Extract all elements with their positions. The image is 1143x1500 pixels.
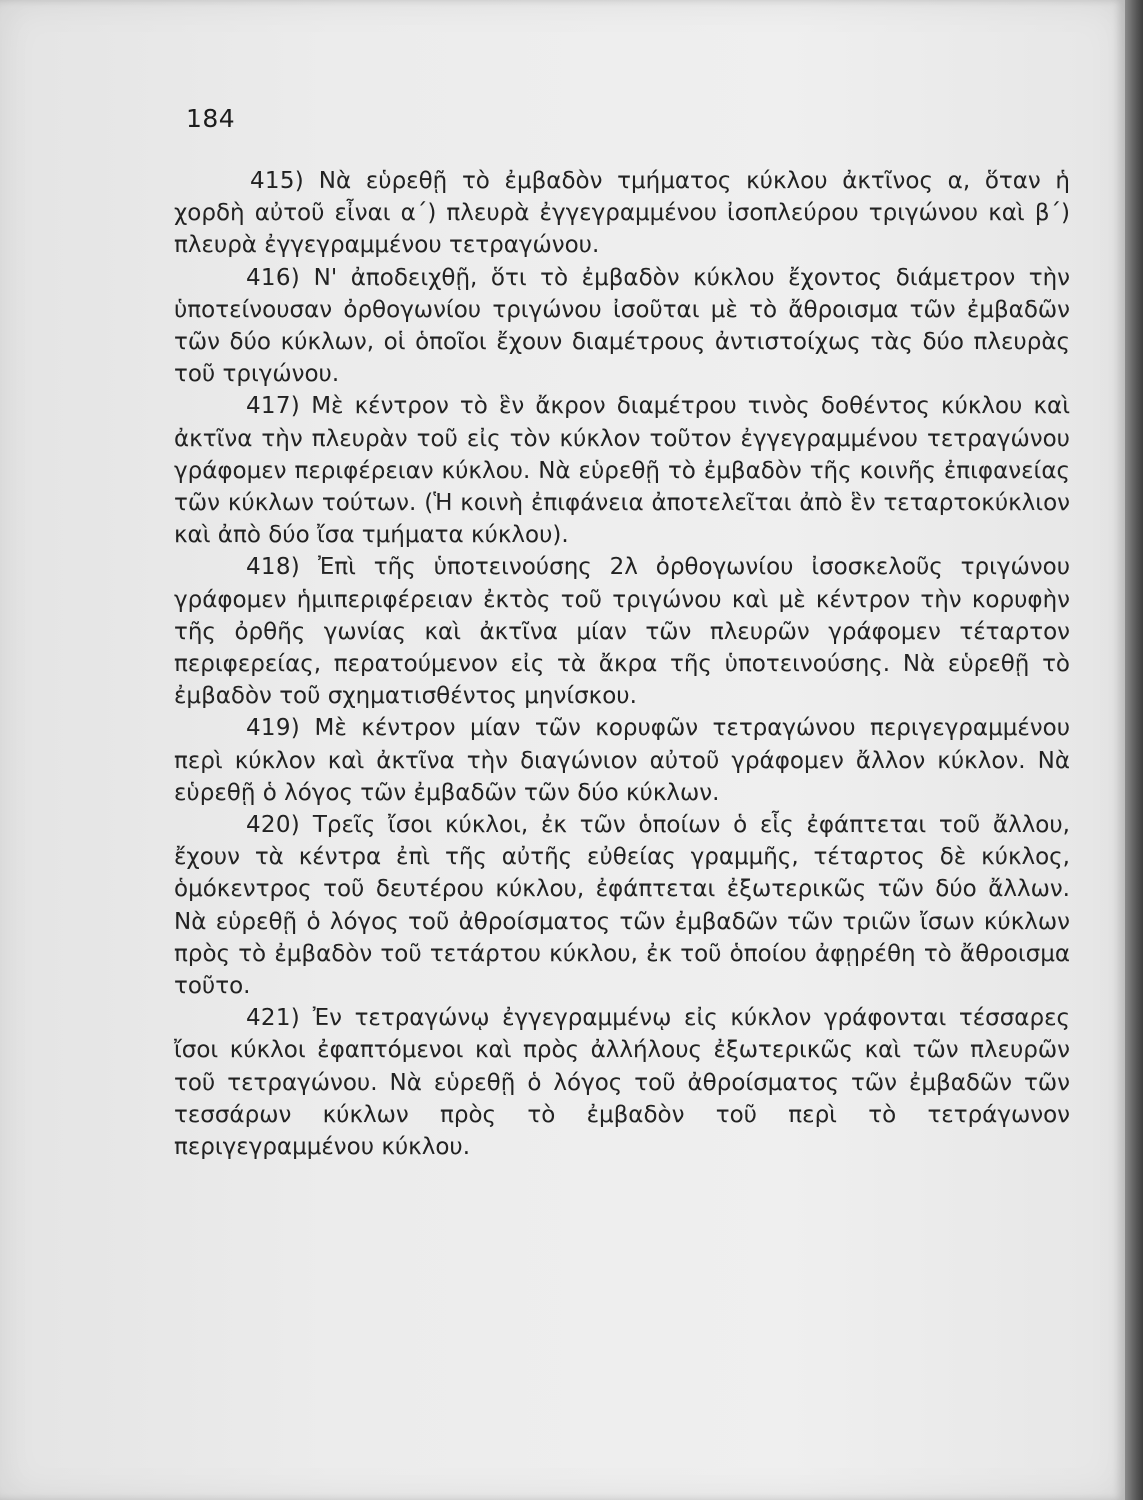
problem-paragraph bbox=[174, 712, 1070, 809]
problem-419 bbox=[174, 712, 1070, 809]
problem-text: Μὲ κέντρον τὸ ἓν ἄκρον διαμέτρου τινὸς δοθέντος κύκλου καὶ ἀκτῖνα τὴν πλευρὰν τοῦ εἰς τὸν κύκλον τοῦτον ἐγγεγραμμένου τετραγώνου γράφομεν περιφέρειαν κύκλου. Νὰ εὑρεθῇ τὸ ἐμβαδὸν τῆς κοινῆς ἐπιφανείας τῶν κύκλων τούτων. (Ἡ κοινὴ ἐπιφάνεια ἀποτελεῖται ἀπὸ ἓν τεταρτοκύκλιον καὶ ἀπὸ δύο ἴσα τμήματα κύκλου). bbox=[174, 393, 1070, 549]
problem-number: 420) bbox=[246, 812, 301, 839]
problem-text: Ν' ἀποδειχθῇ, ὅτι τὸ ἐμβαδὸν κύκλου ἔχοντος διάμετρον τὴν ὑποτείνουσαν ὀρθογωνίου τριγώνου ἰσοῦται μὲ τὸ ἄθροισμα τῶν ἐμβαδῶν τῶν δύο κύκλων, οἱ ὁποῖοι ἔχουν διαμέτρους ἀντιστοίχως τὰς δύο πλευρὰς τοῦ τριγώνου. bbox=[174, 264, 1070, 388]
problem-415 bbox=[174, 165, 1070, 262]
problem-text: Ἐν τετραγώνῳ ἐγγεγραμμένῳ εἰς κύκλον γράφονται τέσσαρες ἴσοι κύκλοι ἐφαπτόμενοι καὶ πρὸς ἀλλήλους ἐξωτερικῶς καὶ τῶν πλευρῶν τοῦ τετραγώνου. Νὰ εὑρεθῇ ὁ λόγος τοῦ ἀθροίσματος τῶν ἐμβαδῶν τῶν τεσσάρων κύκλων πρὸς τὸ ἐμβαδὸν τοῦ περὶ τὸ τετράγωνον περιγεγραμμένου κύκλου. bbox=[174, 1005, 1070, 1161]
problem-paragraph bbox=[174, 1002, 1070, 1163]
problem-421 bbox=[174, 1002, 1070, 1163]
problem-417 bbox=[174, 390, 1070, 551]
problem-416 bbox=[174, 262, 1070, 391]
problem-paragraph bbox=[174, 809, 1070, 1002]
problem-paragraph bbox=[174, 262, 1070, 391]
problem-420 bbox=[174, 809, 1070, 1002]
problem-paragraph bbox=[174, 165, 1070, 262]
page-number: 184 bbox=[186, 104, 236, 133]
problem-paragraph bbox=[174, 551, 1070, 712]
problem-number: 416) bbox=[246, 264, 301, 291]
problem-418 bbox=[174, 551, 1070, 712]
problem-number: 421) bbox=[246, 1005, 301, 1032]
problem-number: 418) bbox=[246, 554, 301, 581]
page-edge-shadow bbox=[1125, 0, 1143, 1500]
problem-number: 417) bbox=[246, 393, 301, 420]
problem-paragraph bbox=[174, 390, 1070, 551]
problem-text: Τρεῖς ἴσοι κύκλοι, ἐκ τῶν ὁποίων ὁ εἷς ἐφάπτεται τοῦ ἄλλου, ἔχουν τὰ κέντρα ἐπὶ τῆς αὐτῆς εὐθείας γραμμῆς, τέταρτος δὲ κύκλος, ὁμόκεντρος τοῦ δευτέρου κύκλου, ἐφάπτεται ἐξωτερικῶς τῶν δύο ἄλλων. Νὰ εὑρεθῇ ὁ λόγος τοῦ ἀθροίσματος τῶν ἐμβαδῶν τῶν τριῶν ἴσων κύκλων πρὸς τὸ ἐμβαδὸν τοῦ τετάρτου κύκλου, ἐκ τοῦ ὁποίου ἀφῃρέθη τὸ ἄθροισμα τοῦτο. bbox=[174, 812, 1070, 1000]
problem-text: Νὰ εὑρεθῇ τὸ ἐμβαδὸν τμήματος κύκλου ἀκτῖνος α, ὅταν ἡ χορδὴ αὐτοῦ εἶναι α΄) πλευρὰ ἐγγεγραμμένου ἰσοπλεύρου τριγώνου καὶ β΄) πλευρὰ ἐγγεγραμμένου τετραγώνου. bbox=[174, 168, 1071, 259]
problem-text: Μὲ κέντρον μίαν τῶν κορυφῶν τετραγώνου περιγεγραμμένου περὶ κύκλον καὶ ἀκτῖνα τὴν διαγώνιον αὐτοῦ γράφομεν ἄλλον κύκλον. Νὰ εὑρεθῇ ὁ λόγος τῶν ἐμβαδῶν τῶν δύο κύκλων. bbox=[174, 715, 1070, 806]
problem-list bbox=[174, 165, 1070, 1163]
problem-number: 415) bbox=[250, 168, 305, 194]
problem-number: 419) bbox=[246, 715, 301, 742]
problem-text: Ἐπὶ τῆς ὑποτεινούσης 2λ ὀρθογωνίου ἰσοσκελοῦς τριγώνου γράφομεν ἡμιπεριφέρειαν ἐκτὸς τοῦ τριγώνου καὶ μὲ κέντρον τὴν κορυφὴν τῆς ὀρθῆς γωνίας καὶ ἀκτῖνα μίαν τῶν πλευρῶν γράφομεν τέταρτον περιφερείας, περατούμενον εἰς τὰ ἄκρα τῆς ὑποτεινούσης. Νὰ εὑρεθῇ τὸ ἐμβαδὸν τοῦ σχηματισθέντος μηνίσκου. bbox=[174, 554, 1070, 710]
